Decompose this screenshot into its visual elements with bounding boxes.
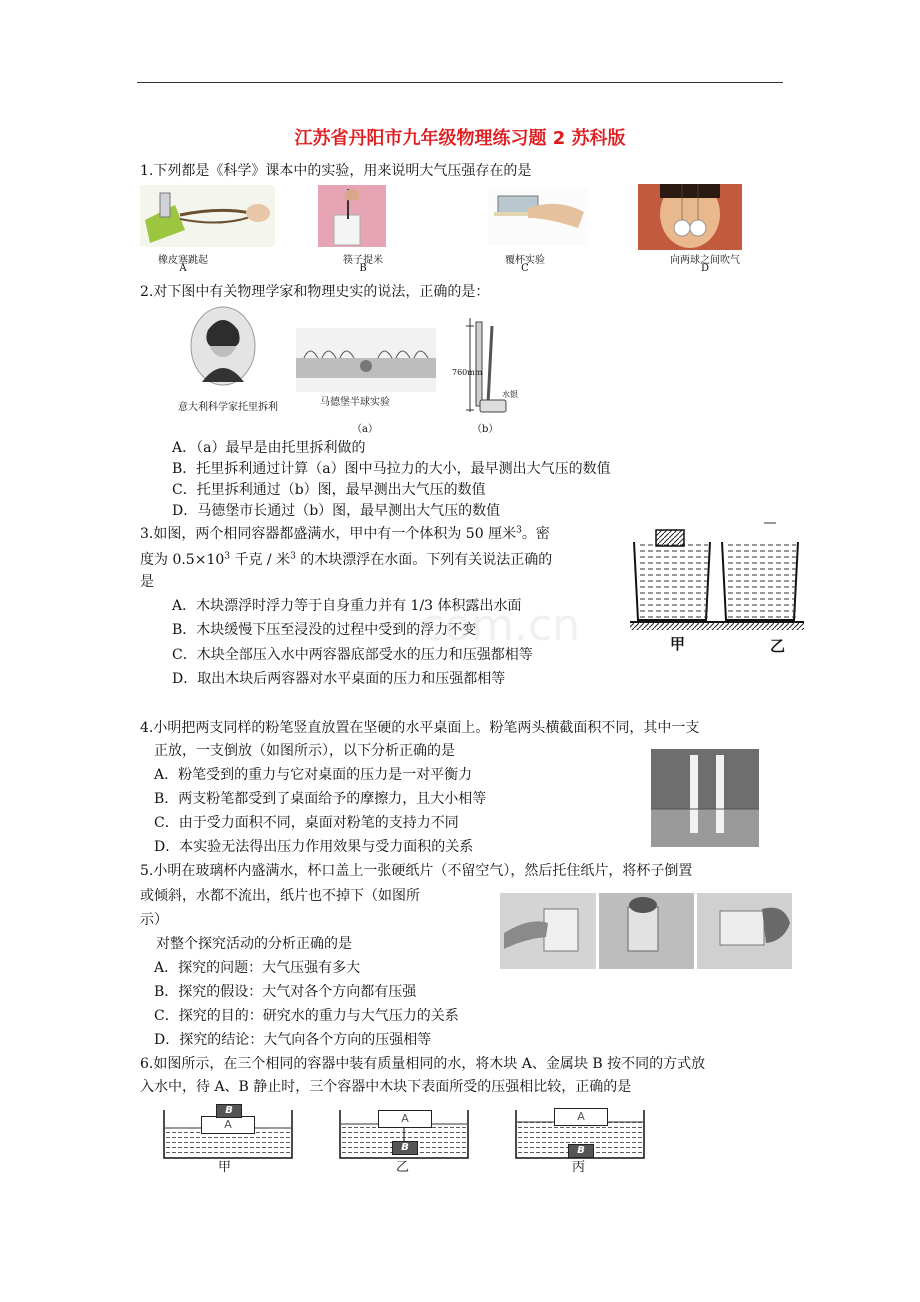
- q6-stem-line1: 6.如图所示，在三个相同的容器中装有质量相同的水，将木块 A、金属块 B 按不同的方式放: [140, 1056, 706, 1072]
- watermark-text: com.cn: [420, 600, 581, 651]
- q3-stem-line2: 度为 $0.5\times 10^3$ 千克 / 米$^3$ 的木块漂浮在水面。下列有关说法正确的: [140, 551, 553, 568]
- q6-label-jia: 甲: [218, 1160, 232, 1175]
- q2-tube-height-label: 760mm: [452, 368, 483, 377]
- document-title: 江苏省丹阳市九年级物理练习题 2 苏科版: [294, 128, 626, 149]
- q3-option-d: D．取出木块后两容器对水平桌面的压力和压强都相等: [172, 671, 506, 687]
- q4-stem-line1: 4.小明把两支同样的粉笔竖直放置在坚硬的水平桌面上。粉笔两头横截面积不同，其中一支: [140, 720, 700, 736]
- q1-letter-b: B: [359, 263, 367, 274]
- q4-option-a: A．粉笔受到的重力与它对桌面的压力是一对平衡力: [154, 767, 473, 783]
- q1-letter-c: C: [521, 263, 529, 274]
- q2-option-c: C．托里拆利通过（b）图，最早测出大气压的数值: [172, 482, 486, 498]
- q3-containers-figure: [624, 518, 810, 638]
- q2-mercury-label: 水银: [502, 390, 518, 399]
- q4-chalk-photo: [651, 749, 759, 847]
- q1-figure-b: [318, 185, 386, 247]
- q1-letter-a: A: [179, 263, 187, 274]
- q1-caption-a: 橡皮塞跳起: [158, 255, 208, 266]
- q6-bing-block-a: A: [554, 1108, 608, 1126]
- q1-letter-d: D: [700, 263, 710, 274]
- q5-option-b: B．探究的假设：大气对各个方向都有压强: [154, 984, 417, 1000]
- q4-stem-line2: 正放，一支倒放（如图所示），以下分析正确的是: [154, 743, 455, 759]
- q3-option-b: B．木块缓慢下压至浸没的过程中受到的浮力不变: [172, 622, 477, 638]
- q5-stem-line3: 示）: [140, 912, 168, 928]
- q5-option-a: A．探究的问题：大气压强有多大: [154, 960, 361, 976]
- q2-option-d: D．马德堡市长通过（b）图，最早测出大气压的数值: [172, 503, 501, 519]
- q2-fig-b-label: （b）: [472, 424, 499, 435]
- q2-option-b: B．托里拆利通过计算（a）图中马拉力的大小，最早测出大气压的数值: [172, 461, 611, 477]
- q2-hemisphere-figure: [296, 328, 436, 392]
- q1-figure-a: [140, 185, 275, 247]
- q3-stem-line3: 是: [140, 574, 154, 590]
- q4-option-b: B．两支粉笔都受到了桌面给予的摩擦力，且大小相等: [154, 791, 487, 807]
- q5-stem-line4: 对整个探究活动的分析正确的是: [156, 936, 352, 952]
- q3-label-yi: 乙: [770, 637, 786, 655]
- q1-figure-c: [488, 188, 588, 246]
- q3-label-jia: 甲: [670, 635, 686, 653]
- q5-stem-line2: 或倾斜，水都不流出，纸片也不掉下（如图所: [140, 888, 420, 904]
- q1-caption-d: 向两球之间吹气: [670, 255, 740, 266]
- q6-yi-block-a: A: [378, 1110, 432, 1128]
- q2-portrait-figure: [190, 306, 256, 386]
- q4-option-d: D．本实验无法得出压力作用效果与受力面积的关系: [154, 839, 474, 855]
- q5-stem-line1: 5.小明在玻璃杯内盛满水，杯口盖上一张硬纸片（不留空气），然后托住纸片，将杯子倒置: [140, 863, 693, 879]
- q2-person-label: 意大利科学家托里拆利: [178, 402, 278, 413]
- q3-option-a: A．木块漂浮时浮力等于自身重力并有 1/3 体积露出水面: [172, 598, 522, 614]
- q6-jia-block-b: B: [216, 1104, 242, 1118]
- q3-option-c: C．木块全部压入水中两容器底部受水的压力和压强都相等: [172, 647, 533, 663]
- q5-cup-photos: [500, 893, 792, 969]
- q2-fig-a-label: （a）: [352, 424, 378, 435]
- q1-caption-c: 覆杯实验: [505, 255, 545, 266]
- q4-option-c: C．由于受力面积不同，桌面对粉笔的支持力不同: [154, 815, 459, 831]
- q6-label-yi: 乙: [396, 1160, 410, 1175]
- q6-jia-block-a: A: [201, 1116, 255, 1134]
- q2-option-a: A．（a）最早是由托里拆利做的: [172, 440, 366, 456]
- q5-option-c: C．探究的目的：研究水的重力与大气压力的关系: [154, 1008, 459, 1024]
- q1-figure-d: [638, 184, 742, 250]
- q1-stem: 1.下列都是《科学》课本中的实验，用来说明大气压强存在的是: [140, 163, 532, 179]
- q6-yi-block-b: B: [392, 1141, 418, 1155]
- q6-label-bing: 丙: [572, 1160, 586, 1175]
- q5-option-d: D．探究的结论：大气向各个方向的压强相等: [154, 1032, 432, 1048]
- q6-stem-line2: 入水中，待 A、B 静止时，三个容器中木块下表面所受的压强相比较，正确的是: [140, 1079, 632, 1095]
- q2-torricelli-figure: [452, 314, 514, 418]
- q3-stem-line1: 3.如图，两个相同容器都盛满水，甲中有一个体积为 50 厘米$^3$。密: [140, 525, 550, 542]
- q1-caption-b: 筷子提米: [343, 255, 383, 266]
- q2-hemisphere-label: 马德堡半球实验: [320, 397, 390, 408]
- q2-stem: 2.对下图中有关物理学家和物理史实的说法，正确的是：: [140, 284, 490, 300]
- q6-bing-block-b: B: [568, 1144, 594, 1158]
- header-rule: [137, 82, 783, 83]
